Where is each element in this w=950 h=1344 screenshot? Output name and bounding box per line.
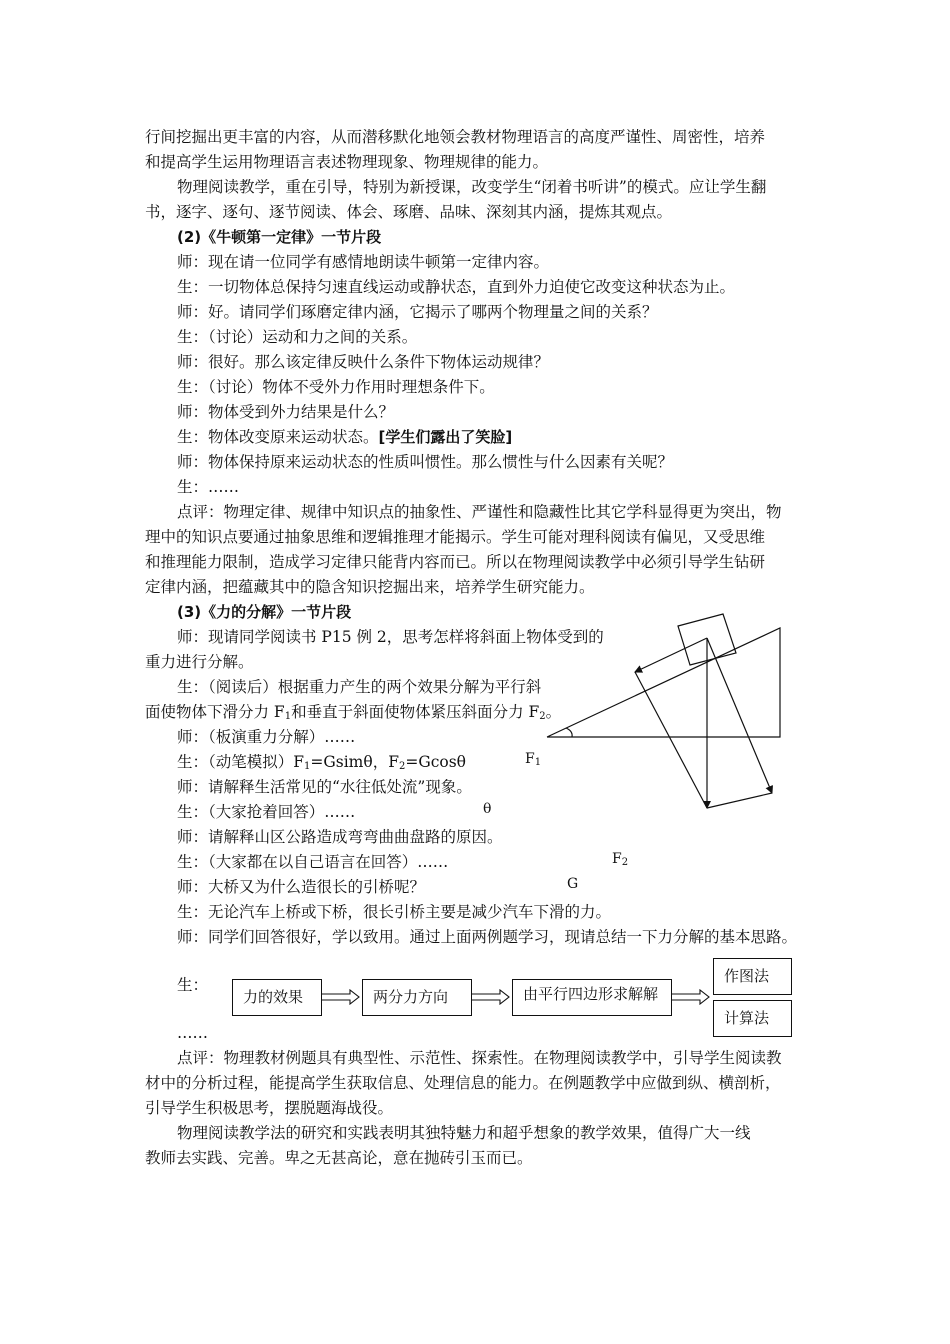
paragraph-line: 和提高学生运用物理语言表述物理现象、物理规律的能力。 [145, 153, 549, 171]
label-text: F [525, 751, 535, 767]
double-arrow [672, 990, 709, 1004]
flow-box-graphical: 作图法 [713, 958, 792, 995]
subscript: 2 [621, 857, 629, 868]
dialogue-line: 重力进行分解。 [145, 653, 254, 671]
subscript: 1 [304, 761, 311, 772]
subscript: 2 [398, 761, 406, 772]
dialogue-line: 师：现在请一位同学有感情地朗读牛顿第一定律内容。 [177, 253, 550, 271]
dialogue-line: 师：物体受到外力结果是什么？ [177, 403, 395, 421]
subscript: 1 [534, 757, 542, 768]
dialogue-line: 生：（大家抢着回答）…… [177, 803, 356, 821]
paragraph-line: 行间挖掘出更丰富的内容，从而潜移默化地领会教材物理语言的高度严谨性、周密性，培养 [145, 128, 766, 146]
text-span: 生：（动笔模拟）F [177, 753, 305, 771]
dialogue-line: 师：同学们回答很好，学以致用。通过上面两例题学习，现请总结一下力分解的基本思路。 [177, 928, 798, 946]
dialogue-line: 生：无论汽车上桥或下桥，很长引桥主要是减少汽车下滑的力。 [177, 903, 612, 921]
dialogue-line: 生：（讨论）运动和力之间的关系。 [177, 328, 418, 346]
subscript: 2 [539, 711, 546, 722]
paragraph-line: 物理阅读教学，重在引导，特别为新授课，改变学生“闭着书听讲”的模式。应让学生翻 [177, 178, 767, 196]
dialogue-line: 师：（板演重力分解）…… [177, 728, 356, 746]
flow-box-directions: 两分力方向 [362, 979, 472, 1016]
comment-line: 和推理能力限制，造成学习定律只能背内容而已。所以在物理阅读教学中必须引导学生钻研 [145, 553, 766, 571]
dialogue-text: 生：物体改变原来运动状态。 [177, 428, 379, 446]
dialogue-line: 师：很好。那么该定律反映什么条件下物体运动规律？ [177, 353, 550, 371]
subscript: 1 [284, 711, 292, 722]
dialogue-line: 师：现请同学阅读书 P15 例 2，思考怎样将斜面上物体受到的 [177, 628, 604, 646]
text-span: 。 [545, 703, 562, 721]
comment-line: 理中的知识点要通过抽象思维和逻辑推理才能揭示。学生可能对理科阅读有偏见，又受思维 [145, 528, 766, 546]
dialogue-line: 生：…… [177, 478, 240, 496]
label-text: F [612, 851, 622, 867]
text-span: =Gsimθ，F [310, 753, 399, 771]
dialogue-line: 师：物体保持原来运动状态的性质叫惯性。那么惯性与什么因素有关呢？ [177, 453, 674, 471]
comment-line: 点评：物理教材例题具有典型性、示范性、探索性。在物理阅读教学中，引导学生阅读教 [177, 1049, 782, 1067]
section-heading-force-decomposition: (3)《力的分解》一节片段 [177, 603, 352, 621]
text-span: 面使物体下滑分力 F [145, 703, 285, 721]
text-span: =Gcosθ [405, 753, 467, 771]
label-theta: θ [483, 801, 492, 817]
dialogue-line: 生：一切物体总保持匀速直线运动或静状态，直到外力迫使它改变这种状态为止。 [177, 278, 736, 296]
flow-prefix: 生： [177, 976, 209, 994]
dialogue-line: 师：请解释生活常见的“水往低处流”现象。 [177, 778, 472, 796]
dialogue-line: 生：（讨论）物体不受外力作用时理想条件下。 [177, 378, 495, 396]
dialogue-line: 生：（大家都在以自己语言在回答）…… [177, 853, 449, 871]
dialogue-line: 生：（阅读后）根据重力产生的两个效果分解为平行斜 [177, 678, 542, 696]
comment-line: 引导学生积极思考，摆脱题海战役。 [145, 1099, 394, 1117]
text-span: 和垂直于斜面使物体紧压斜面分力 F [291, 703, 540, 721]
dialogue-line: 师：好。请同学们琢磨定律内涵，它揭示了哪两个物理量之间的关系？ [177, 303, 658, 321]
comment-line: 材中的分析过程，能提高学生获取信息、处理信息的能力。在例题教学中应做到纵、横剖析， [145, 1074, 781, 1092]
bold-remark: [学生们露出了笑脸] [378, 428, 513, 446]
dialogue-line: 师：请解释山区公路造成弯弯曲曲盘路的原因。 [177, 828, 503, 846]
flow-box-effect: 力的效果 [232, 979, 322, 1016]
paragraph-line: 物理阅读教学法的研究和实践表明其独特魅力和超乎想象的教学效果，值得广大一线 [177, 1124, 751, 1142]
flow-box-calculation: 计算法 [713, 1000, 792, 1037]
double-arrow [472, 990, 509, 1004]
dialogue-line: 师：大桥又为什么造很长的引桥呢？ [177, 878, 426, 896]
comment-line: 定律内涵，把蕴藏其中的隐含知识挖掘出来，培养学生研究能力。 [145, 578, 595, 596]
comment-line: 点评：物理定律、规律中知识点的抽象性、严谨性和隐藏性比其它学科显得更为突出，物 [177, 503, 782, 521]
paragraph-line: 教师去实践、完善。卑之无甚高论，意在抛砖引玉而已。 [145, 1149, 533, 1167]
label-g: G [567, 876, 579, 892]
flow-ellipsis: …… [177, 1024, 208, 1042]
paragraph-line: 书，逐字、逐句、逐节阅读、体会、琢磨、品味、深刻其内涵，提炼其观点。 [145, 203, 673, 221]
flow-box-parallelogram: 由平行四边形求解解 [512, 979, 672, 1016]
section-heading-newton: (2)《牛顿第一定律》一节片段 [177, 228, 382, 246]
double-arrow [322, 990, 359, 1004]
